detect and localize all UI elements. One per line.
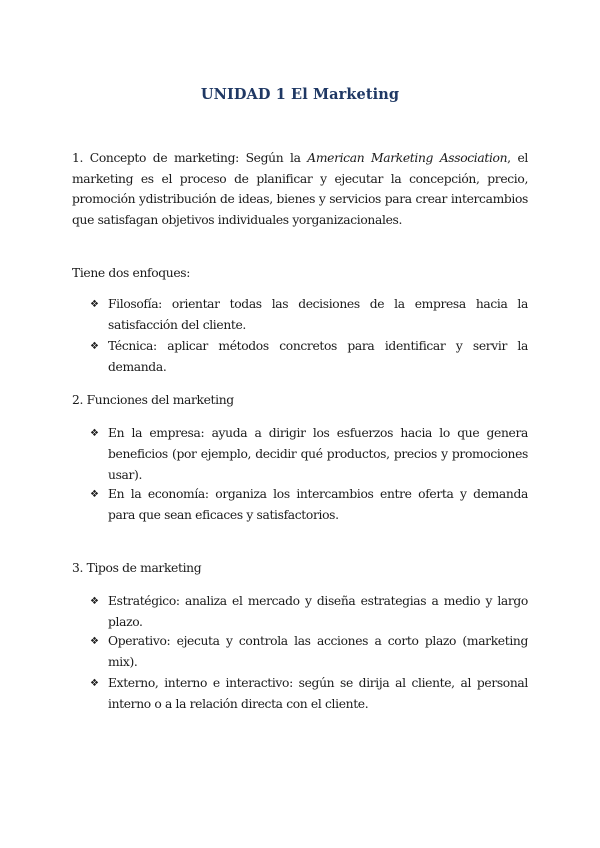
- concept-suffix: , el marketing es el proceso de planificar y ejecutar la concepción, precio, promoción ydistribución de ideas, bienes y servicios para crear intercambios que satisfagan objetivos individuales yorganizacionales.: [72, 151, 528, 227]
- list-item-text: Técnica: aplicar métodos concretos para identificar y servir la demanda.: [108, 339, 528, 374]
- list-item-empresa: [90, 423, 528, 486]
- list-item-text: Externo, interno e interactivo: según se dirija al cliente, al personal interno o a la relación directa con el cliente.: [108, 676, 528, 711]
- list-item-estrategico: [90, 591, 528, 633]
- diamond-bullet-icon: ❖: [90, 636, 99, 647]
- list-item-text: En la empresa: ayuda a dirigir los esfuerzos hacia lo que genera beneficios (por ejemplo, decidir qué productos, precios y promociones usar).: [108, 426, 528, 482]
- diamond-bullet-icon: ❖: [90, 678, 99, 689]
- list-item-text: Filosofía: orientar todas las decisiones de la empresa hacia la satisfacción del cliente.: [108, 297, 528, 332]
- list-item-text: Estratégico: analiza el mercado y diseña estrategias a medio y largo plazo.: [108, 594, 528, 629]
- diamond-bullet-icon: ❖: [90, 299, 99, 310]
- concept-paragraph: [72, 148, 528, 230]
- focus-intro: Tiene dos enfoques:: [72, 266, 191, 280]
- list-item-operativo: [90, 631, 528, 673]
- list-item-text: Operativo: ejecuta y controla las acciones a corto plazo (marketing mix).: [108, 634, 528, 669]
- list-item-externo: [90, 673, 528, 715]
- section-heading-tipos: 3. Tipos de marketing: [72, 561, 202, 575]
- list-item-text: En la economía: organiza los intercambios entre oferta y demanda para que sean eficaces y satisfactorios.: [108, 487, 528, 522]
- section-heading-funciones: 2. Funciones del marketing: [72, 393, 234, 407]
- list-item-tecnica: [90, 336, 528, 378]
- document-title: UNIDAD 1 El Marketing: [200, 86, 400, 103]
- list-item-economia: [90, 484, 528, 526]
- list-item-filosofia: [90, 294, 528, 336]
- diamond-bullet-icon: ❖: [90, 428, 99, 439]
- ama-name: American Marketing Association: [307, 151, 508, 165]
- diamond-bullet-icon: ❖: [90, 489, 99, 500]
- diamond-bullet-icon: ❖: [90, 341, 99, 352]
- diamond-bullet-icon: ❖: [90, 596, 99, 607]
- concept-prefix: 1. Concepto de marketing: Según la: [72, 151, 308, 165]
